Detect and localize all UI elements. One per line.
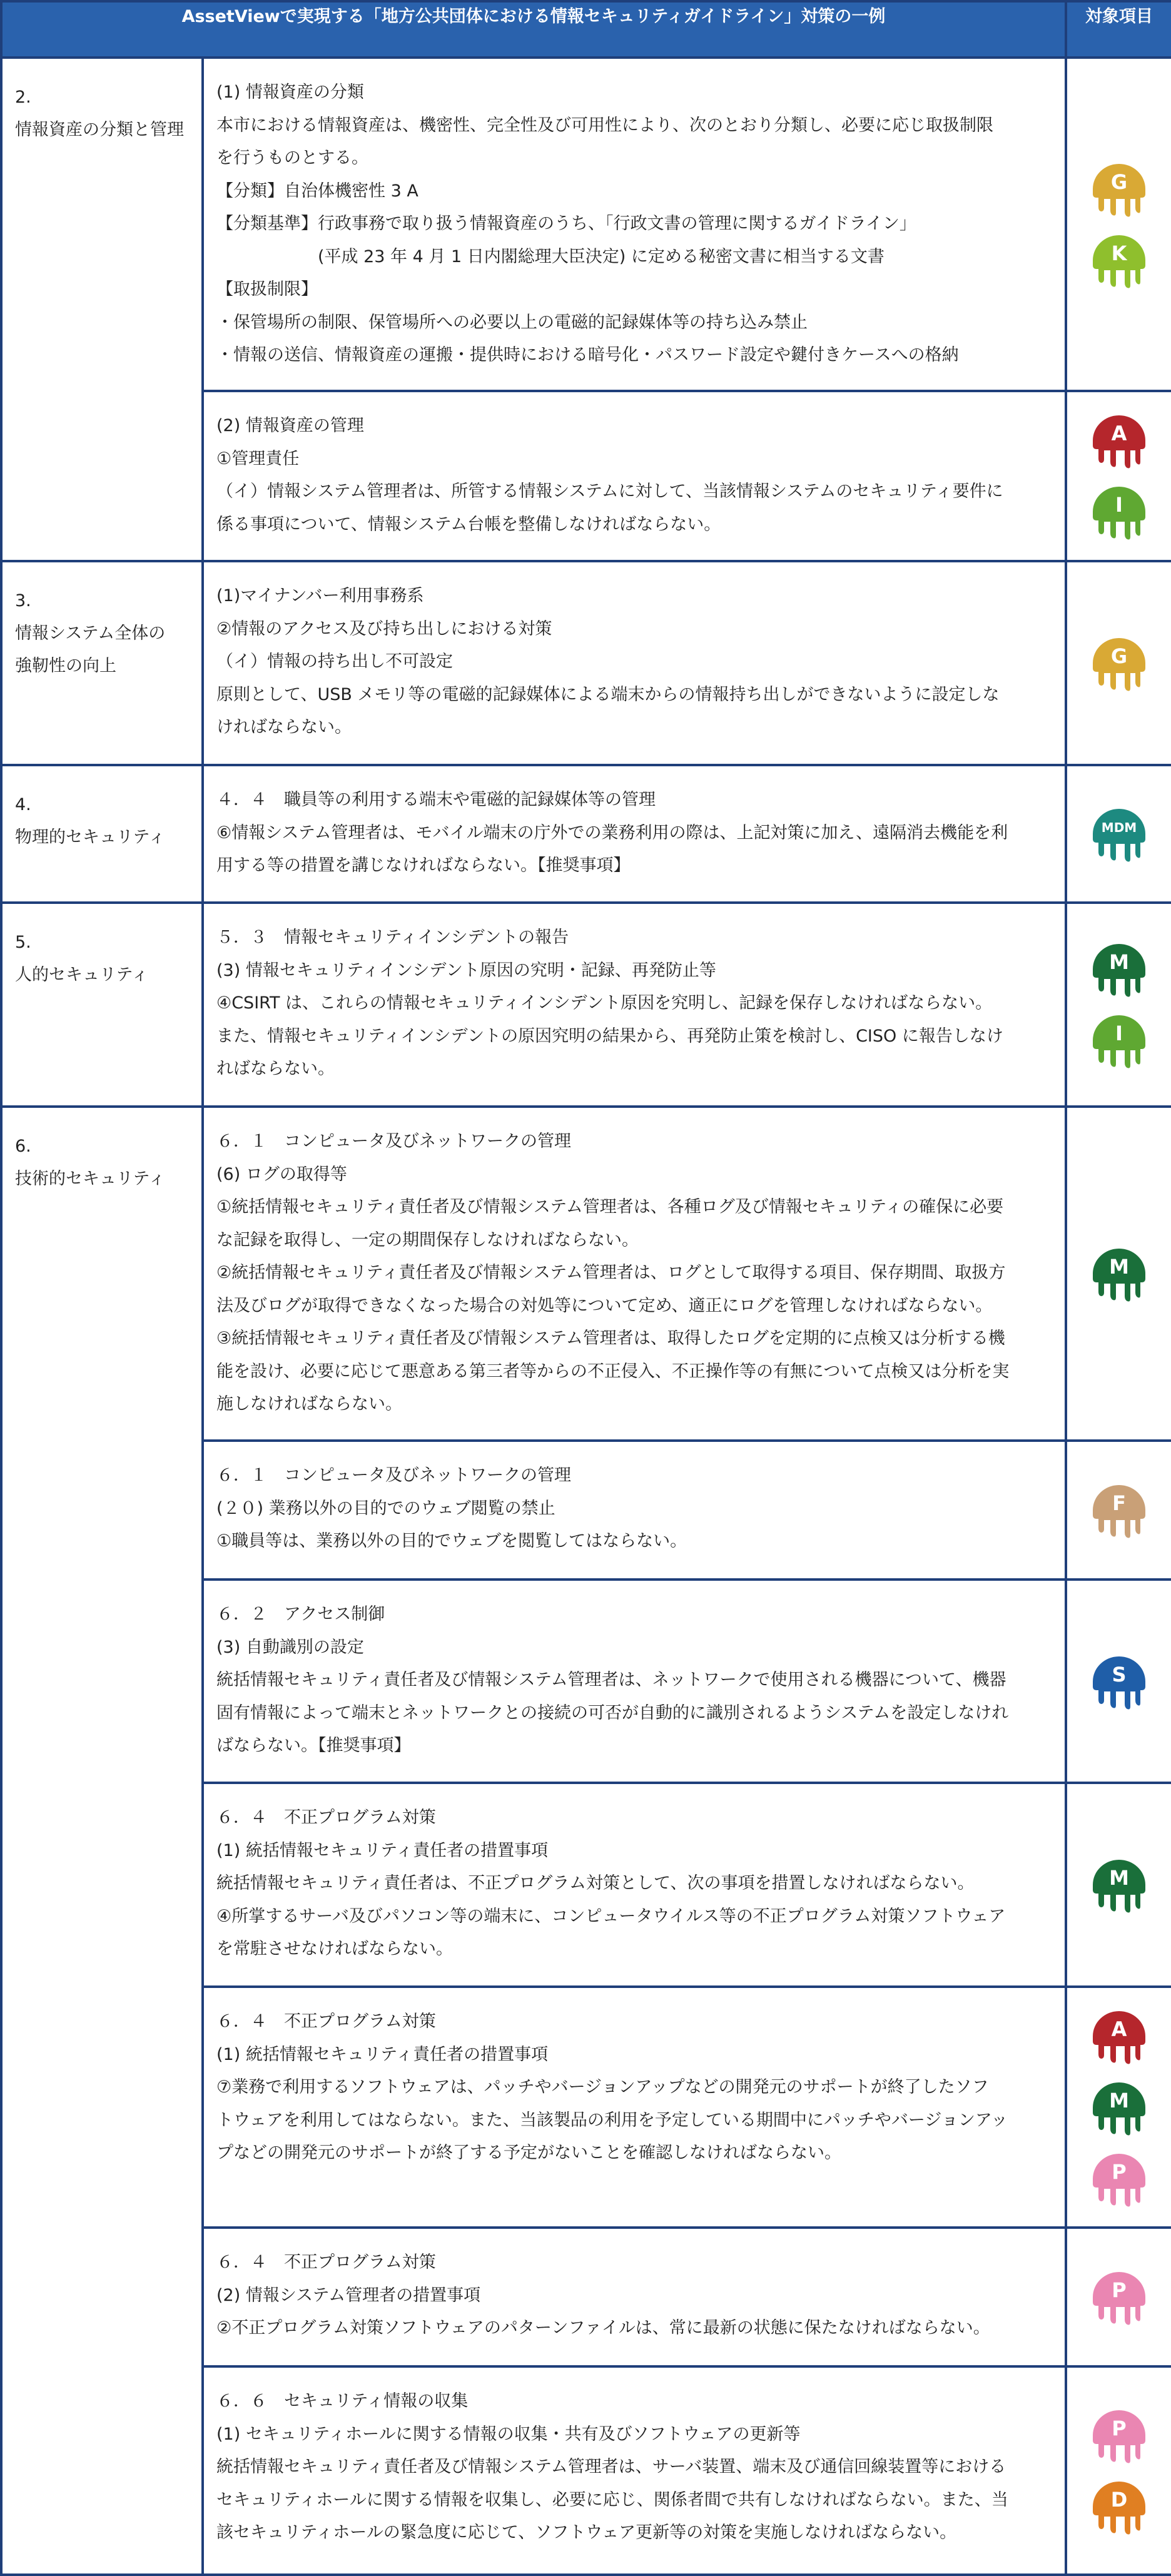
target-p-icon <box>1088 2266 1150 2328</box>
measure-cell <box>203 1441 1066 1580</box>
target-items-cell <box>1066 765 1171 903</box>
measure-line: 法及びログが取得できなくなった場合の対処等について定め、適正にログを管理しなければならない。 <box>216 1296 993 1316</box>
target-items-cell <box>1066 58 1171 391</box>
target-letter: G <box>1110 170 1128 194</box>
measure-line: 【分類基準】行政事務で取り扱う情報資産のうち、「行政文書の管理に関するガイドライン」 <box>216 214 916 233</box>
target-letter: D <box>1110 2487 1128 2512</box>
measure-line: 係る事項について、情報システム台帳を整備しなければならない。 <box>216 514 721 534</box>
measure-cell <box>203 58 1066 391</box>
measure-line: 統括情報セキュリティ責任者及び情報システム管理者は、ネットワークで使用される機器について、機器 <box>216 1670 1006 1690</box>
target-s-icon <box>1088 1650 1150 1713</box>
target-letter: S <box>1112 1662 1127 1686</box>
target-p-icon <box>1088 2404 1150 2467</box>
target-letter: G <box>1110 644 1128 668</box>
measure-line: 固有情報によって端末とネットワークとの接続の可否が自動的に識別されるようシステムを設定しなけれ <box>216 1703 1009 1723</box>
measure-line: 該セキュリティホールの緊急度に応じて、ソフトウェア更新等の対策を実施しなければならない。 <box>216 2523 957 2542</box>
target-mdm-icon <box>1088 803 1150 865</box>
measure-cell <box>203 561 1066 765</box>
target-a-icon <box>1088 409 1150 472</box>
measure-line: ②統括情報セキュリティ責任者及び情報システム管理者は、ログとして取得する項目、保存期間、取扱方 <box>216 1263 1006 1282</box>
measure-line: 原則として、USB メモリ等の電磁的記録媒体による端末からの情報持ち出しができないように設定しな <box>216 684 1000 704</box>
measure-line: (3) 情報セキュリティインシデント原因の究明・記録、再発防止等 <box>216 960 716 980</box>
target-letter: F <box>1112 1491 1126 1515</box>
measure-line: 能を設け、必要に応じて悪意ある第三者等からの不正侵入、不正操作等の有無について点検又は分析を実 <box>216 1361 1010 1381</box>
measure-cell <box>203 1987 1066 2228</box>
category-line: 3. <box>15 591 31 611</box>
category-line: 人的セキュリティ <box>15 965 149 985</box>
category-cell <box>1 765 203 903</box>
measure-line: ６．２ アクセス制御 <box>216 1605 385 1624</box>
measure-cell <box>203 2366 1066 2575</box>
measure-line: ５．３ 情報セキュリティインシデントの報告 <box>216 928 569 947</box>
category-line: 5. <box>15 933 31 952</box>
measure-line: (平成 23 年 4 月 1 日内閣総理大臣決定) に定める秘密文書に相当する文書 <box>216 246 885 266</box>
measure-line: (1)マイナンバー利用事務系 <box>216 586 424 606</box>
target-k-icon <box>1088 229 1150 292</box>
measure-line: 【取扱制限】 <box>216 280 318 299</box>
target-f-icon <box>1088 1479 1150 1541</box>
measure-line: ６．１ コンピュータ及びネットワークの管理 <box>216 1132 571 1151</box>
target-letter: P <box>1112 2159 1127 2184</box>
measure-line: 統括情報セキュリティ責任者及び情報システム管理者は、サーバ装置、端末及び通信回線装置等における <box>216 2457 1006 2477</box>
target-d-icon <box>1088 2475 1150 2538</box>
target-m-icon <box>1088 2076 1150 2139</box>
target-items-cell <box>1066 2366 1171 2575</box>
measure-line: (2) 情報資産の管理 <box>216 416 364 435</box>
target-items-cell <box>1066 1580 1171 1783</box>
measure-line: 用する等の措置を講じなければならない。【推奨事項】 <box>216 856 631 875</box>
measure-line: 統括情報セキュリティ責任者は、不正プログラム対策として、次の事項を措置しなければならない。 <box>216 1874 975 1893</box>
measure-line: (1) セキュリティホールに関する情報の収集・共有及びソフトウェアの更新等 <box>216 2424 801 2444</box>
target-i-icon <box>1088 480 1150 543</box>
measure-line: ①職員等は、業務以外の目的でウェブを閲覧してはならない。 <box>216 1531 687 1551</box>
target-letter: MDM <box>1101 820 1137 835</box>
measure-cell <box>203 903 1066 1107</box>
measure-line: ６．４ 不正プログラム対策 <box>216 1808 436 1827</box>
measure-line: また、情報セキュリティインシデントの原因究明の結果から、再発防止策を検討し、CISO に報告しなけ <box>216 1026 1003 1046</box>
category-line: 強靭性の向上 <box>15 656 116 676</box>
measure-line: (2) 情報システム管理者の措置事項 <box>216 2285 481 2305</box>
measure-line: (1) 統括情報セキュリティ責任者の措置事項 <box>216 1840 549 1860</box>
measure-line: ②不正プログラム対策ソフトウェアのパターンファイルは、常に最新の状態に保たなければならない。 <box>216 2318 990 2338</box>
category-line: 物理的セキュリティ <box>15 828 166 847</box>
measure-line: プなどの開発元のサポートが終了する予定がないことを確認しなければならない。 <box>216 2143 841 2163</box>
measure-line: ③統括情報セキュリティ責任者及び情報システム管理者は、取得したログを定期的に点検又は分析する機 <box>216 1329 1005 1348</box>
measure-line: ６．４ 不正プログラム対策 <box>216 2253 436 2272</box>
measure-line: ⑦業務で利用するソフトウェアは、パッチやバージョンアップなどの開発元のサポートが終了したソフ <box>216 2077 989 2097</box>
measure-line: ればならない。 <box>216 1059 335 1078</box>
table-header-title: AssetViewで実現する「地方公共団体における情報セキュリティガイドライン」対策の一例 <box>1 1 1066 58</box>
measure-line: ④CSIRT は、これらの情報セキュリティインシデント原因を究明し、記録を保存しなければならない。 <box>216 993 993 1013</box>
target-m-icon <box>1088 1853 1150 1916</box>
target-letter: M <box>1109 1255 1129 1279</box>
target-letter: I <box>1115 493 1123 517</box>
measure-cell <box>203 1580 1066 1783</box>
measure-cell <box>203 1783 1066 1987</box>
measure-line: ④所掌するサーバ及びパソコン等の端末に、コンピュータウイルス等の不正プログラム対策ソフトウェア <box>216 1906 1006 1926</box>
target-items-cell <box>1066 561 1171 765</box>
category-line: 情報資産の分類と管理 <box>15 120 184 139</box>
measure-line: トウェアを利用してはならない。また、当該製品の利用を予定している期間中にパッチやバージョンアッ <box>216 2110 1008 2130</box>
target-a-icon <box>1088 2005 1150 2067</box>
measure-line: を行うものとする。 <box>216 148 368 168</box>
measure-line: ①管理責任 <box>216 449 300 469</box>
target-items-cell <box>1066 1107 1171 1441</box>
category-line: 4. <box>15 795 31 814</box>
target-items-cell <box>1066 903 1171 1107</box>
target-g-icon <box>1088 158 1150 220</box>
target-letter: P <box>1112 2416 1127 2440</box>
measure-line: ばならない。【推奨事項】 <box>216 1736 411 1755</box>
measure-line: 【分類】自治体機密性 3 A <box>216 181 418 201</box>
measure-line: セキュリティホールに関する情報を収集し、必要に応じ、関係者間で共有しなければならない。また、当 <box>216 2490 1008 2510</box>
measure-line: (1) 情報資産の分類 <box>216 83 364 102</box>
target-letter: I <box>1115 1022 1123 1045</box>
measure-line: ６．６ セキュリティ情報の収集 <box>216 2391 469 2411</box>
measure-cell <box>203 765 1066 903</box>
measure-line: (6) ログの取得等 <box>216 1164 347 1184</box>
measure-line: 本市における情報資産は、機密性、完全性及び可用性により、次のとおり分類し、必要に応じ取扱制限 <box>216 115 993 135</box>
measure-line: (２０) 業務以外の目的でのウェブ閲覧の禁止 <box>216 1498 555 1518</box>
table-header-target: 対象項目 <box>1066 1 1171 58</box>
target-items-cell <box>1066 1987 1171 2228</box>
target-g-icon <box>1088 632 1150 694</box>
target-letter: A <box>1111 422 1127 445</box>
target-items-cell <box>1066 1783 1171 1987</box>
measure-line: ６．４ 不正プログラム対策 <box>216 2012 436 2031</box>
category-line: 2. <box>15 88 31 107</box>
measure-line: ①統括情報セキュリティ責任者及び情報システム管理者は、各種ログ及び情報セキュリティの確保に必要 <box>216 1197 1004 1217</box>
measure-cell <box>203 1107 1066 1441</box>
measure-line: ６．１ コンピュータ及びネットワークの管理 <box>216 1466 571 1485</box>
category-line: 6. <box>15 1137 31 1156</box>
category-line: 情報システム全体の <box>15 624 166 643</box>
measure-line: な記録を取得し、一定の期間保存しなければならない。 <box>216 1230 639 1250</box>
measure-line: ・保管場所の制限、保管場所への必要以上の電磁的記録媒体等の持ち込み禁止 <box>216 312 808 332</box>
measure-cell <box>203 391 1066 561</box>
category-cell <box>1 58 203 561</box>
target-m-icon <box>1088 938 1150 1000</box>
measure-line: (1) 統括情報セキュリティ責任者の措置事項 <box>216 2044 549 2064</box>
target-m-icon <box>1088 1242 1150 1305</box>
measure-line: 施しなければならない。 <box>216 1394 402 1414</box>
measure-line: ②情報のアクセス及び持ち出しにおける対策 <box>216 619 552 639</box>
category-line: 技術的セキュリティ <box>15 1169 166 1189</box>
target-letter: A <box>1111 2017 1127 2041</box>
category-cell <box>1 903 203 1107</box>
measure-line: ⑥情報システム管理者は、モバイル端末の庁外での業務利用の際は、上記対策に加え、遠隔消去機能を利 <box>216 823 1008 843</box>
category-cell <box>1 561 203 765</box>
target-items-cell <box>1066 2228 1171 2366</box>
measure-line: ければならない。 <box>216 718 352 737</box>
target-items-cell <box>1066 391 1171 561</box>
measure-line: ４．４ 職員等の利用する端末や電磁的記録媒体等の管理 <box>216 790 656 809</box>
measure-line: を常駐させなければならない。 <box>216 1939 453 1959</box>
target-i-icon <box>1088 1009 1150 1072</box>
target-items-cell <box>1066 1441 1171 1580</box>
category-cell <box>1 1107 203 2575</box>
measure-line: (3) 自動識別の設定 <box>216 1637 364 1657</box>
measure-line: （イ）情報の持ち出し不可設定 <box>216 652 453 671</box>
target-letter: P <box>1112 2278 1127 2302</box>
target-letter: K <box>1111 241 1127 265</box>
target-letter: M <box>1109 2088 1129 2112</box>
target-letter: M <box>1109 950 1129 974</box>
measure-line: ・情報の送信、情報資産の運搬・提供時における暗号化・パスワード設定や鍵付きケースへの格納 <box>216 345 959 365</box>
target-letter: M <box>1109 1866 1129 1890</box>
measure-cell <box>203 2228 1066 2366</box>
measure-line: （イ）情報システム管理者は、所管する情報システムに対して、当該情報システムのセキュリティ要件に <box>216 482 1003 501</box>
target-p-icon <box>1088 2148 1150 2210</box>
